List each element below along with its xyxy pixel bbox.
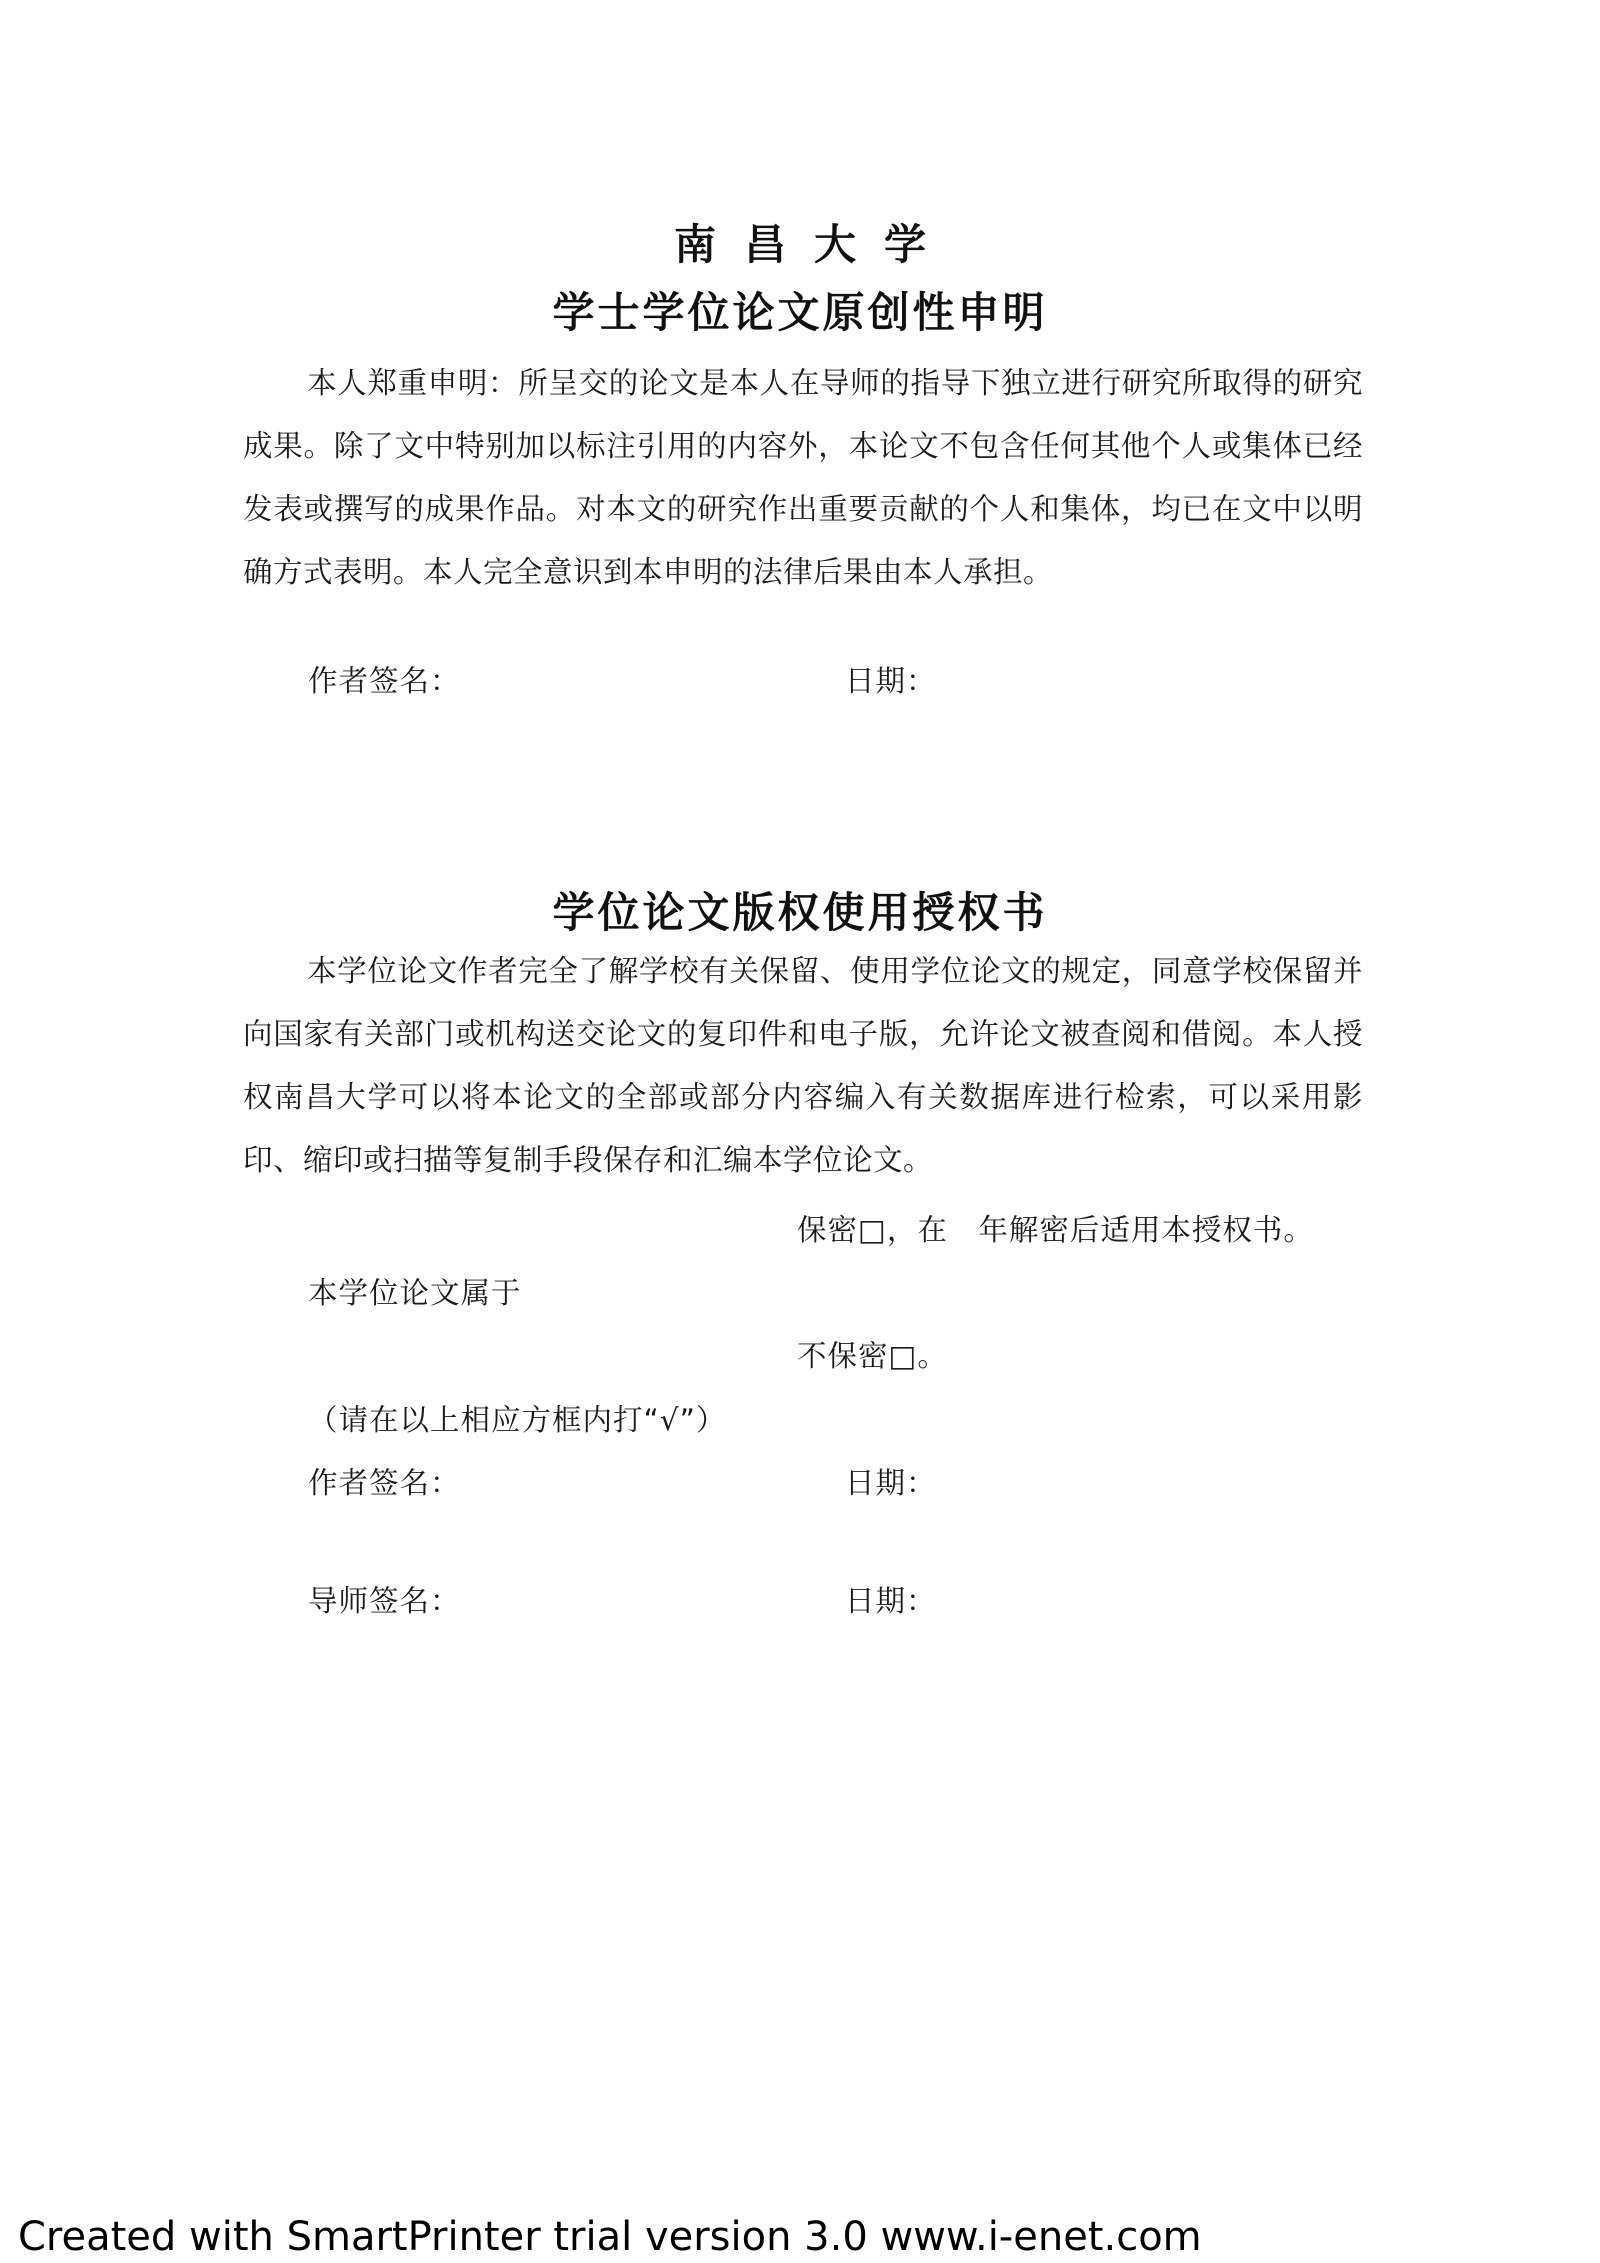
declaration-paragraph: 本人郑重申明：所呈交的论文是本人在导师的指导下独立进行研究所取得的研究成果。除了文中特别加以标注引用的内容外，本论文不包含任何其他个人或集体已经发表或撰写的成果作品。对本文的研究作出重要贡献的个人和集体，均已在文中以明确方式表明。本人完全意识到本申明的法律后果由本人承担。 [243, 366, 1363, 589]
author-date-label: 日期： [845, 1466, 937, 1500]
authorization-paragraph: 本学位论文作者完全了解学校有关保留、使用学位论文的规定，同意学校保留并向国家有关部门或机构送交论文的复印件和电子版，允许论文被查阅和借阅。本人授权南昌大学可以将本论文的全部或部分内容编入有关数据库进行检索，可以采用影印、缩印或扫描等复制手段保存和汇编本学位论文。 [243, 954, 1363, 1177]
university-name: 南昌大学 [673, 220, 954, 269]
advisor-signature-label: 导师签名： [308, 1584, 461, 1618]
confidential-option: 保密□，在 年解密后适用本授权书。 [797, 1213, 1314, 1247]
declaration-title: 学士学位论文原创性申明 [552, 288, 1048, 337]
watermark-footer: Created with SmartPrinter trial version 3.0 www.i-enet.com [18, 2214, 1202, 2260]
belongs-label: 本学位论文属于 [308, 1276, 522, 1310]
date-label: 日期： [845, 664, 937, 698]
author-signature-label-2: 作者签名： [308, 1466, 461, 1500]
checkbox-instruction: （请在以上相应方框内打“√”） [308, 1403, 727, 1437]
authorization-title: 学位论文版权使用授权书 [552, 888, 1048, 937]
advisor-date-label: 日期： [845, 1584, 937, 1618]
author-signature-label: 作者签名： [308, 664, 461, 698]
non-confidential-option: 不保密□。 [797, 1339, 948, 1373]
